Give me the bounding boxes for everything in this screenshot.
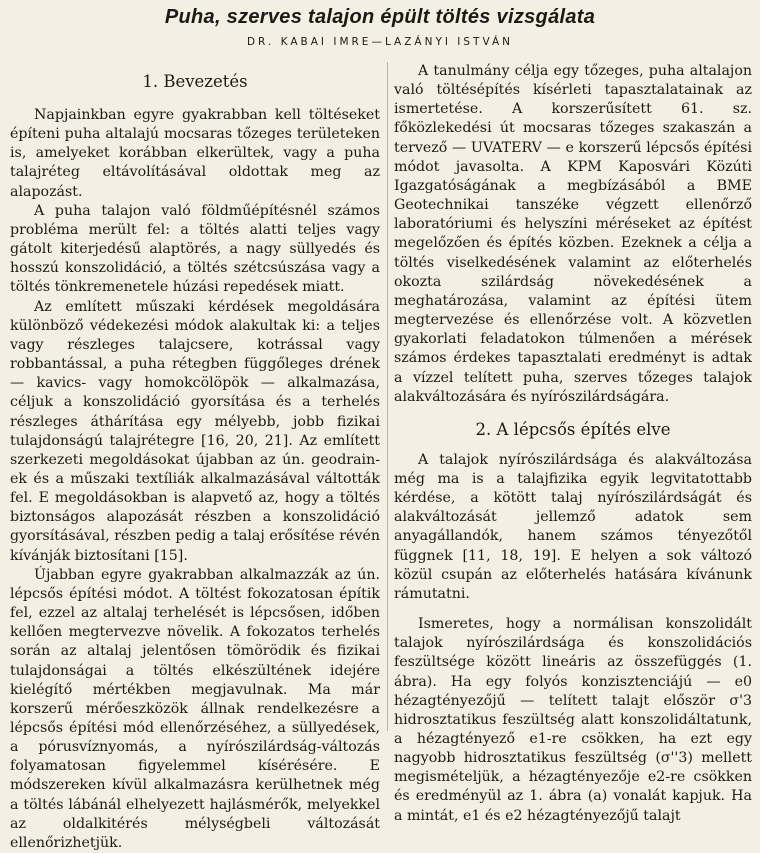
- article-title: Puha, szerves talajon épült töltés vizsgálata: [164, 6, 596, 28]
- paragraph: A puha talajon való földműépítésnél számos probléma merült fel: a töltés alatti teljes vagy gátolt kiterjedésű alaptörés, a nagy süllyedés és hosszú konszolidáció, a töltés szétcsúszása vagy a töltés tönkremenetele húzási repedések miatt.: [10, 202, 380, 296]
- section-heading-introduction: 1. Bevezetés: [142, 72, 248, 91]
- paragraph: Napjainkban egyre gyakrabban kell töltéseket építeni puha altalajú mocsaras tőzeges területeken is, amelyeket korábban elkerültek, vagy a puha talajréteg eltávolításával oldottak meg az alapozást.: [10, 107, 380, 200]
- column-divider: [387, 62, 388, 731]
- paragraph: A tanulmány célja egy tőzeges, puha altalajon való töltésépítés kísérleti tapasztalatainak az ismertetése. A korszerűsített 61. sz. főközlekedési út mocsaras tőzeges szakaszán a tervező — UVATERV — e korszerű lépcsős építési módot javasolta. A KPM Kaposvári Közúti Igazgatóságának a megbízásából a BME Geotechnikai tanszéke végzett ellenőrző laboratóriumi és helyszíni méréseket az építést megelőzően és építés közben. Ezeknek a célja a töltés viselkedésének valamint az előterhelés okozta szilárdság növekedésének a meghatározása, valamint az építési ütem megtervezése és ellenőrzése volt. A közvetlen gyakorlati feladatokon túlmenően a mérések számos érdekes tapasztalati eredményt is adtak a vízzel telített puha, szerves tőzeges talajok alakváltozására és nyírószilárdságára.: [394, 63, 752, 405]
- right-column: [394, 62, 752, 826]
- paragraph-gap: [394, 604, 752, 615]
- paragraph: Ismeretes, hogy a normálisan konszolidált talajok nyírószilárdsága és konszolidációs feszültsége között lineáris az összefüggés (1. ábra). Ha egy folyós konzisztenciájú — e0 hézagtényezőjű — telített talajt először σ'3 hidrosztatikus feszültség alatt konszolidáltatunk, a hézagtényező e1-re csökken, ha ezt egy nagyobb hidrosztatikus feszültség (σ''3) mellett megismételjük, a hézagtényezője e2-re csökken és eredményül az 1. ábra (a) vonalát kapjuk. Ha a mintát, e1 és e2 hézagtényezőjű talajt: [394, 616, 752, 824]
- section-heading-staged-construction: 2. A lépcsős építés elve: [475, 419, 671, 439]
- article-authors: DR. KABAI IMRE—LAZÁNYI ISTVÁN: [246, 36, 514, 48]
- paragraph: Újabban egyre gyakrabban alkalmazzák az ún. lépcsős építési módot. A töltést fokozatosan építik fel, ezzel az altalaj terhelését is lépcsősen, időben kellően megtervezve növelik. A fokozatos terhelés során az altalaj jelentősen tömörödik és fizikai tulajdonságai a töltés elkészültének idejére kielégítő mértékben megjavulnak. Ma már korszerű mérőeszközök állnak rendelkezésre a lépcsős építési mód ellenőrzéséhez, a süllyedések, a pórusvíznyomás, a nyírószilárdság-változás folyamatosan figyelemmel kísérésére. E módszereken kívül alkalmazásra kerülhetnek még a töltés lábánál elhelyezett hajlásmérők, melyekkel az oldalkitérés mélységbeli változását ellenőrizhetjük.: [10, 566, 380, 851]
- paragraph: Az említett műszaki kérdések megoldására különböző védekezési módok alakultak ki: a teljes vagy részleges talajcsere, kotrással vagy robbantással, a puha rétegben függőleges drének — kavics- vagy homokcölöpök — alkalmazása, céljuk a konszolidáció gyorsítása és a terhelés részleges áthárítása egy mélyebb, jobb fizikai tulajdonságú talajrétegre [16, 20, 21]. Az említett szerkezeti megoldásokat újabban az ún. geodrain-ek és a műszaki textíliák alkalmazásával váltották fel. E megoldásokban is alapvető az, hogy a töltés biztonságos alapozását részben a konszolidáció gyorsításával, részben pedig a talaj erősítése révén kívánják biztosítani [15].: [10, 298, 380, 564]
- left-column: [10, 62, 380, 853]
- paragraph: A talajok nyírószilárdsága és alakváltozása még ma is a talajfizika egyik legvitatottabb kérdése, a kötött talaj nyírószilárdságát és alakváltozását jellemző adatok sem anyagállandók, hanem számos tényezőtől függnek [11, 18, 19]. E helyen a sok változó közül csupán az előterhelés hatására kívánunk rámutatni.: [394, 451, 752, 602]
